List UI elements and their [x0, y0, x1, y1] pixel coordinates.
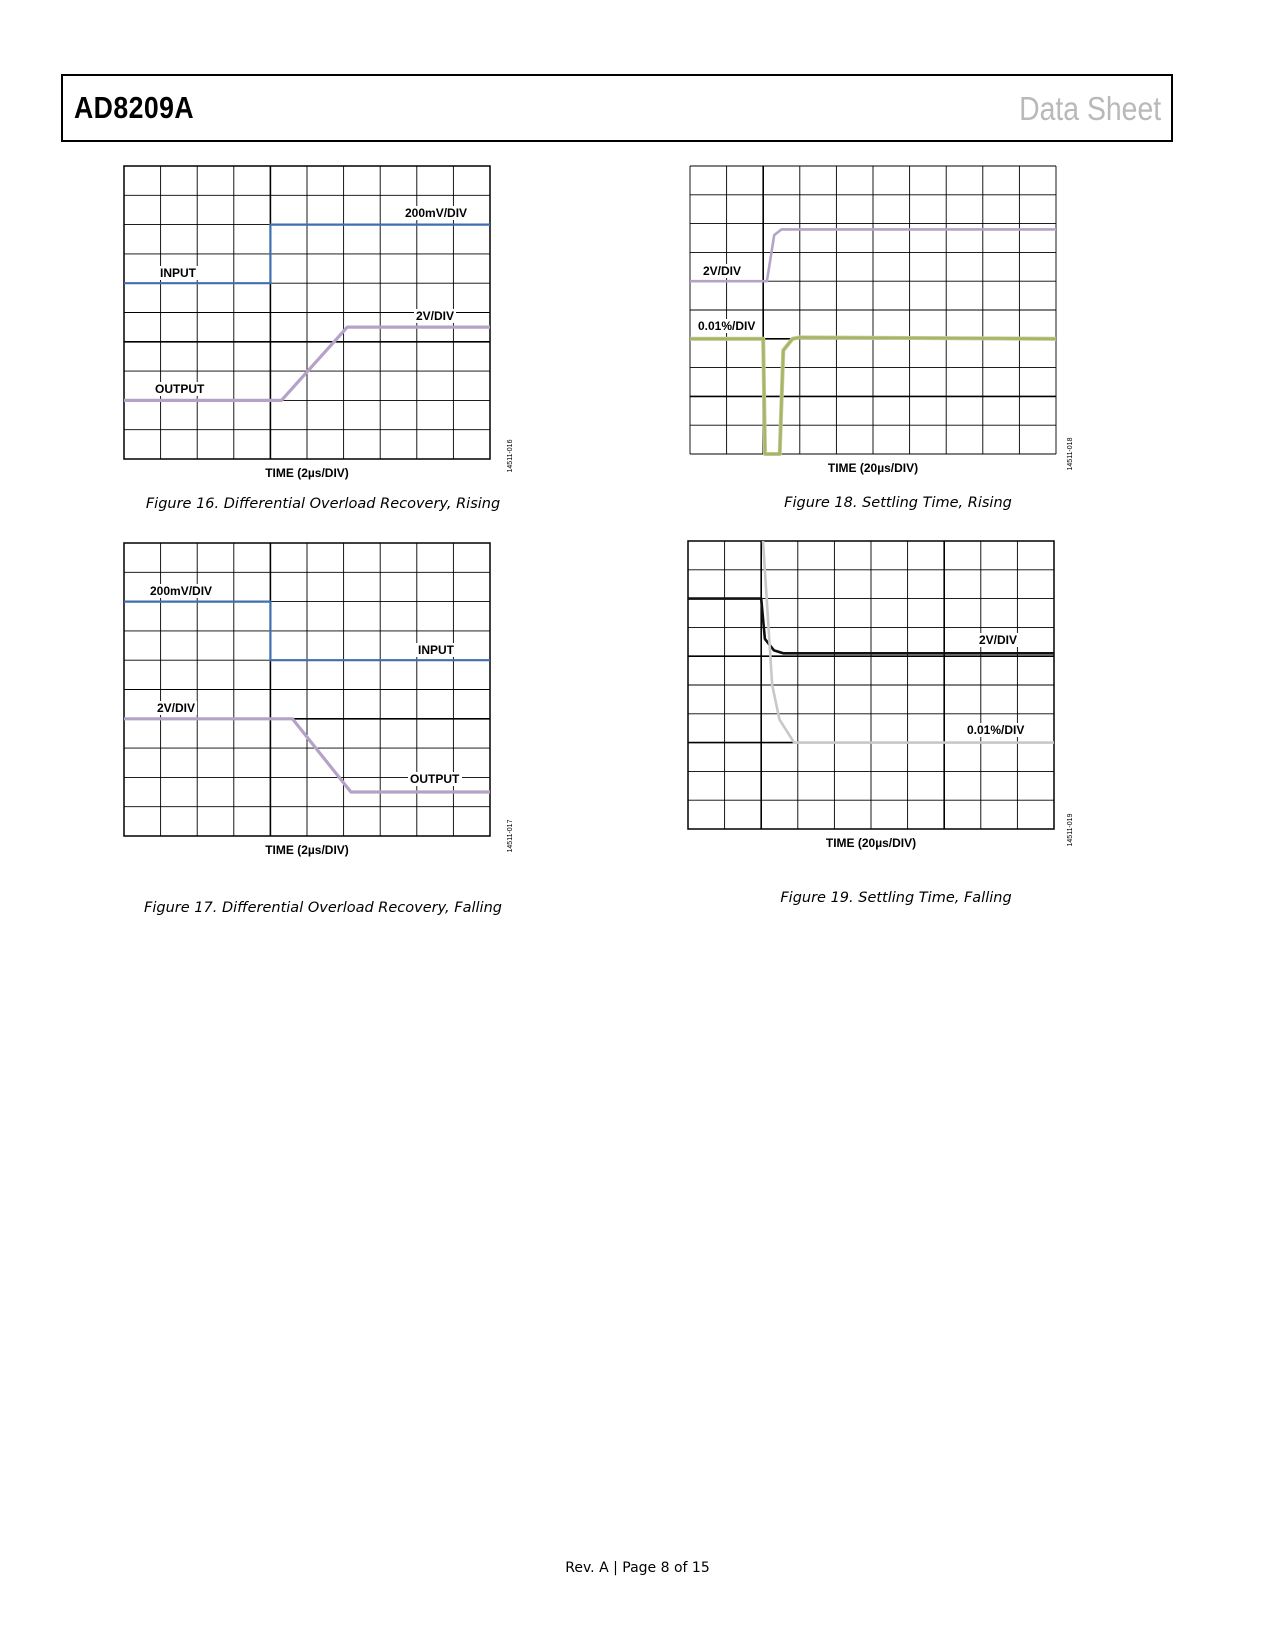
page-footer: Rev. A | Page 8 of 15	[565, 1560, 710, 1576]
figure-code: 14511-017	[507, 819, 514, 853]
figure-19-caption: Figure 19. Settling Time, Falling	[780, 890, 1012, 906]
output-scale-label: 2V/DIV	[416, 309, 455, 323]
figure-code: 14511-019	[1067, 813, 1074, 847]
input-label: INPUT	[160, 266, 196, 280]
output-scale-label: 2V/DIV	[157, 701, 196, 715]
scale-b-label: 0.01%/DIV	[967, 723, 1025, 737]
input-label: INPUT	[418, 643, 454, 657]
output-label: OUTPUT	[155, 382, 205, 396]
x-axis-label: TIME (20µs/DIV)	[827, 461, 919, 475]
figure-17-caption: Figure 17. Differential Overload Recovery, Falling	[144, 900, 502, 916]
scale-a-label: 2V/DIV	[979, 633, 1018, 647]
figure-18-caption: Figure 18. Settling Time, Rising	[784, 495, 1012, 511]
x-axis-label: TIME (20µs/DIV)	[825, 836, 917, 850]
x-axis-label: TIME (2µs/DIV)	[265, 466, 349, 480]
scale-a-label: 2V/DIV	[703, 264, 742, 278]
output-label: OUTPUT	[410, 772, 460, 786]
doc-type: Data Sheet	[1018, 90, 1161, 127]
x-axis-label: TIME (2µs/DIV)	[265, 843, 349, 857]
input-scale-label: 200mV/DIV	[150, 584, 213, 598]
figure-code: 14511-016	[507, 439, 514, 473]
figure-code: 14511-018	[1067, 437, 1074, 471]
input-scale-label: 200mV/DIV	[405, 206, 468, 220]
part-number: AD8209A	[74, 90, 195, 125]
scale-b-label: 0.01%/DIV	[698, 319, 756, 333]
figure-16-caption: Figure 16. Differential Overload Recovery, Rising	[145, 496, 501, 512]
